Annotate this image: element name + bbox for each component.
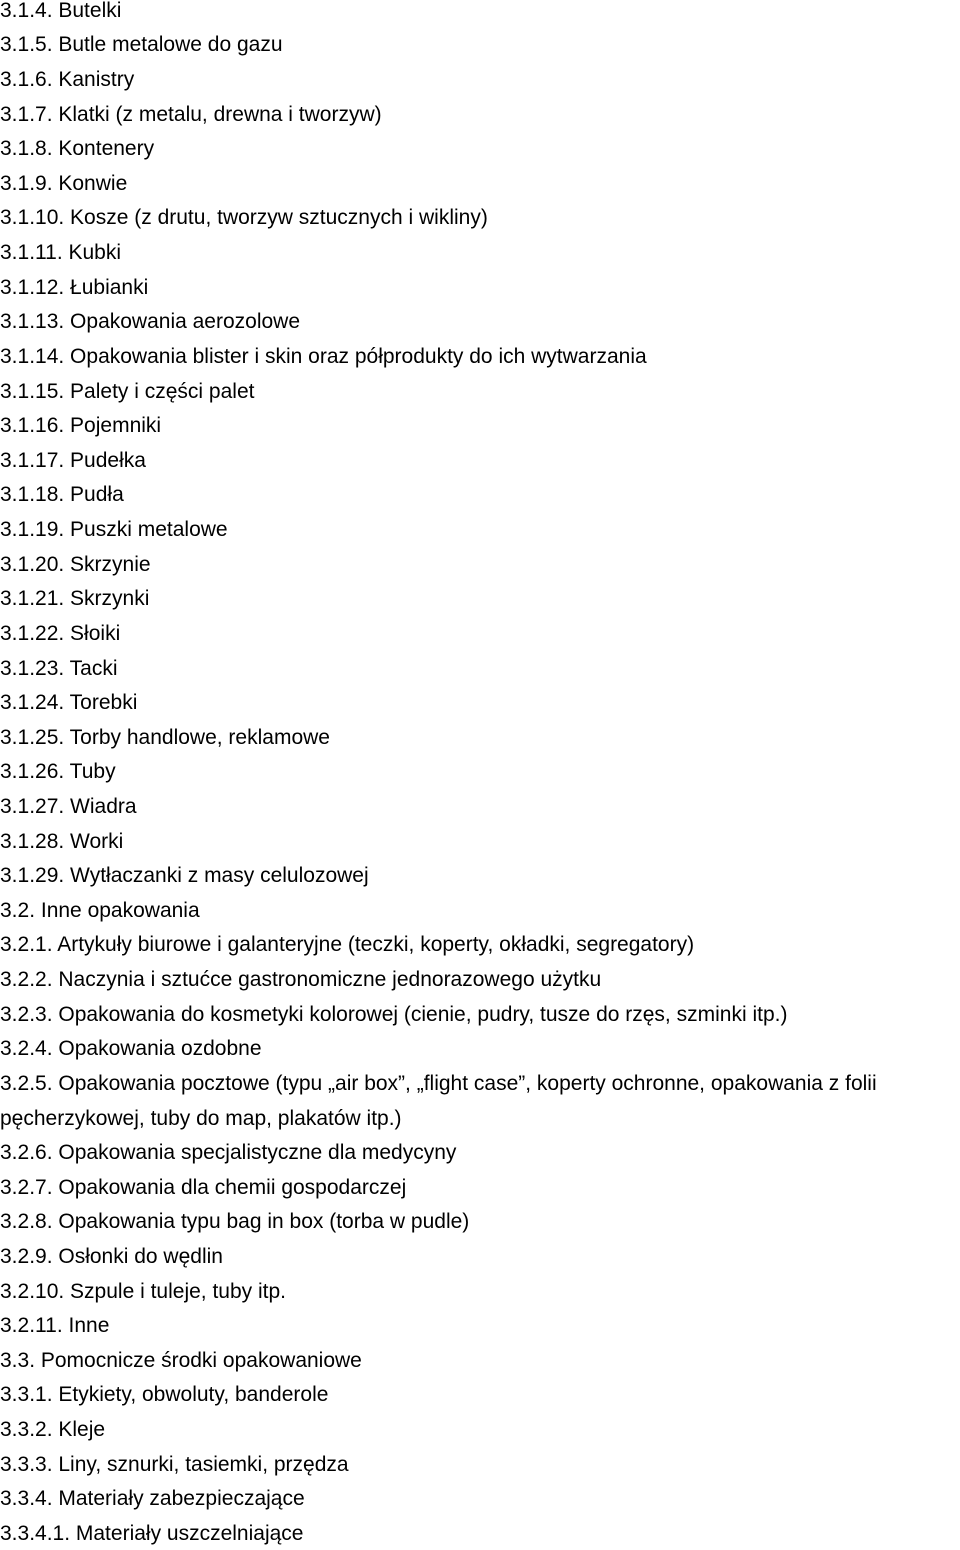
list-item: 3.1.26. Tuby — [0, 760, 116, 783]
list-item: 3.2.7. Opakowania dla chemii gospodarczej — [0, 1176, 407, 1199]
list-item: 3.1.16. Pojemniki — [0, 414, 162, 437]
list-item: 3.2.6. Opakowania specjalistyczne dla medycyny — [0, 1141, 457, 1164]
list-item: 3.2.10. Szpule i tuleje, tuby itp. — [0, 1280, 287, 1303]
list-item: 3.1.6. Kanistry — [0, 68, 135, 91]
list-item: 3.1.23. Tacki — [0, 657, 118, 680]
list-item: 3.1.14. Opakowania blister i skin oraz półprodukty do ich wytwarzania — [0, 345, 647, 368]
list-item: 3.1.22. Słoiki — [0, 622, 121, 645]
list-item: 3.3.2. Kleje — [0, 1418, 106, 1441]
list-item: 3.2.2. Naczynia i sztućce gastronomiczne jednorazowego użytku — [0, 968, 602, 991]
list-item: 3.1.18. Pudła — [0, 483, 124, 506]
list-item: 3.1.21. Skrzynki — [0, 587, 150, 610]
list-item: 3.1.17. Pudełka — [0, 449, 146, 472]
list-item: 3.1.24. Torebki — [0, 691, 138, 714]
list-item: 3.1.20. Skrzynie — [0, 553, 151, 576]
list-item: 3.1.11. Kubki — [0, 241, 122, 264]
section-heading: 3.3. Pomocnicze środki opakowaniowe — [0, 1349, 362, 1372]
list-item: 3.2.3. Opakowania do kosmetyki kolorowej (cienie, pudry, tusze do rzęs, szminki itp.) — [0, 1003, 788, 1026]
list-item: 3.1.19. Puszki metalowe — [0, 518, 228, 541]
list-item: 3.2.9. Osłonki do wędlin — [0, 1245, 223, 1268]
list-item: 3.1.25. Torby handlowe, reklamowe — [0, 726, 330, 749]
list-item: 3.2.8. Opakowania typu bag in box (torba w pudle) — [0, 1210, 470, 1233]
list-item: 3.2.5. Opakowania pocztowe (typu „air box”, „flight case”, koperty ochronne, opakowania z folii pęcherzykowej, tuby do map, plakatów itp.) — [0, 1072, 877, 1130]
list-item: 3.1.4. Butelki — [0, 0, 122, 22]
list-item: 3.1.15. Palety i części palet — [0, 380, 255, 403]
list-item: 3.1.28. Worki — [0, 830, 124, 853]
list-item: 3.3.4.1. Materiały uszczelniające — [0, 1522, 304, 1545]
list-item: 3.1.9. Konwie — [0, 172, 128, 195]
list-item: 3.1.8. Kontenery — [0, 137, 155, 160]
list-item: 3.1.10. Kosze (z drutu, tworzyw sztucznych i wikliny) — [0, 206, 488, 229]
list-item: 3.1.29. Wytłaczanki z masy celulozowej — [0, 864, 369, 887]
list-item: 3.2.4. Opakowania ozdobne — [0, 1037, 262, 1060]
list-item: 3.1.7. Klatki (z metalu, drewna i tworzyw) — [0, 103, 382, 126]
list-item: 3.1.5. Butle metalowe do gazu — [0, 33, 283, 56]
list-item: 3.1.27. Wiadra — [0, 795, 137, 818]
list-item: 3.3.1. Etykiety, obwoluty, banderole — [0, 1383, 329, 1406]
list-item: 3.2.1. Artykuły biurowe i galanteryjne (teczki, koperty, okładki, segregatory) — [0, 933, 695, 956]
list-item: 3.2.11. Inne — [0, 1314, 110, 1337]
list-item: 3.1.13. Opakowania aerozolowe — [0, 310, 301, 333]
section-heading: 3.2. Inne opakowania — [0, 899, 200, 922]
list-item: 3.3.4. Materiały zabezpieczające — [0, 1487, 305, 1510]
list-item: 3.3.3. Liny, sznurki, tasiemki, przędza — [0, 1453, 349, 1476]
list-item: 3.1.12. Łubianki — [0, 276, 149, 299]
